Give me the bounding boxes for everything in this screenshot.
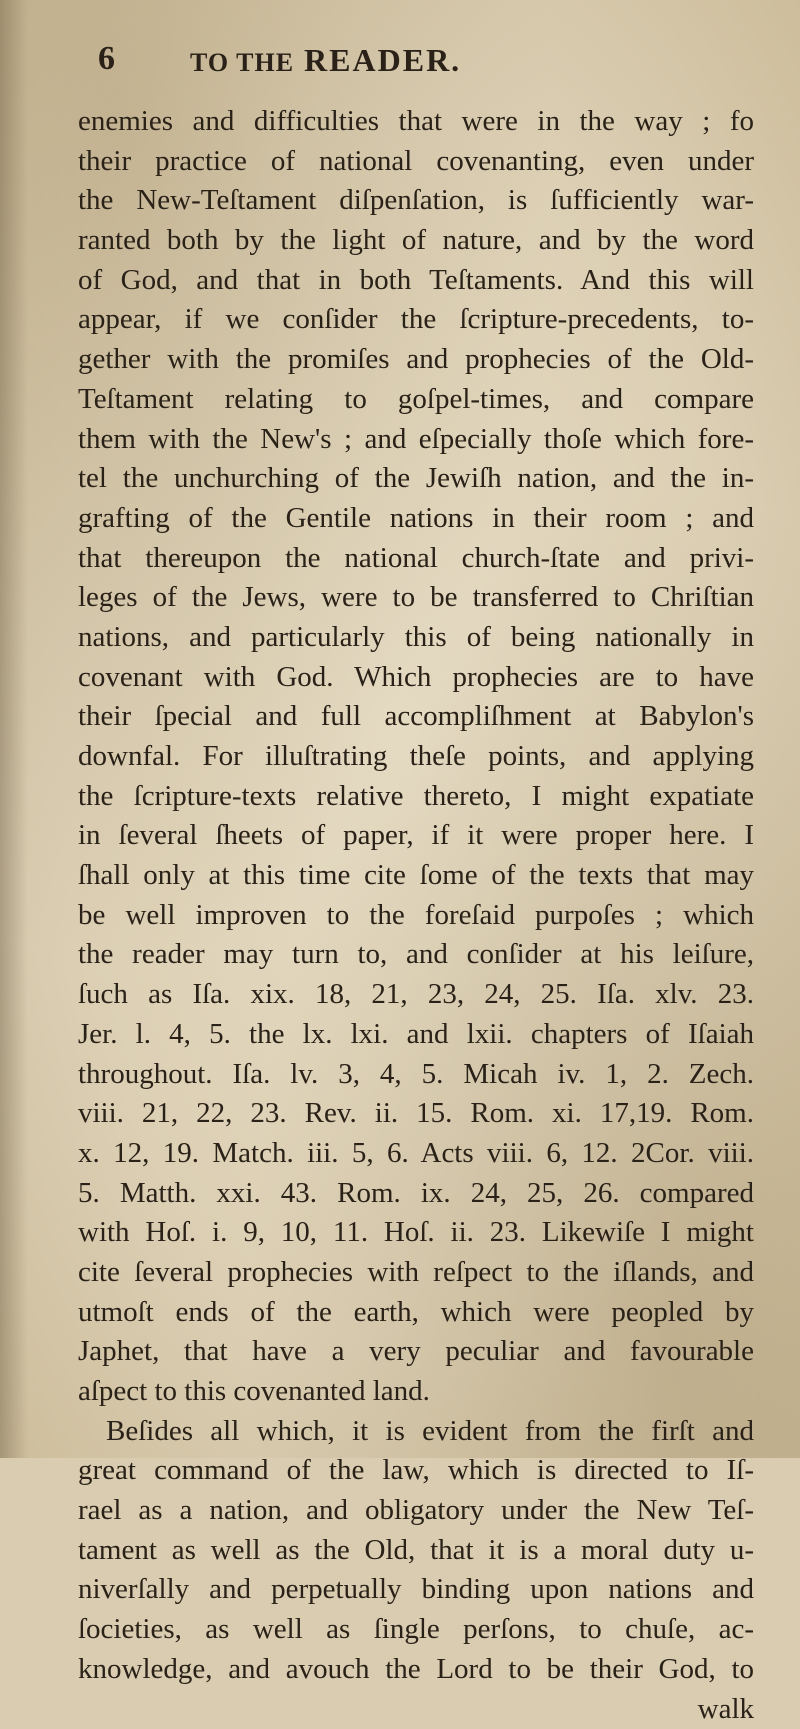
text-line: leges of the Jews, were to be transferred to Chriſtian	[78, 578, 754, 618]
text-line: ſuch as Iſa. xix. 18, 21, 23, 24, 25. Iſa. xlv. 23.	[78, 975, 754, 1015]
text-line: enemies and difficulties that were in the way ; fo	[78, 102, 754, 142]
text-line: nations, and particularly this of being nationally in	[78, 618, 754, 658]
text-line: viii. 21, 22, 23. Rev. ii. 15. Rom. xi. 17,19. Rom.	[78, 1094, 754, 1134]
body-text	[78, 102, 754, 1729]
page-number: 6	[98, 40, 116, 78]
text-line: the ſcripture-texts relative thereto, I might expatiate	[78, 777, 754, 817]
running-head	[190, 42, 461, 79]
text-line: their practice of national covenanting, even under	[78, 142, 754, 182]
text-line: the reader may turn to, and conſider at his leiſure,	[78, 935, 754, 975]
text-line: great command of the law, which is directed to Iſ-	[78, 1451, 754, 1491]
text-line: tament as well as the Old, that it is a moral duty u-	[78, 1531, 754, 1571]
text-line: Teſtament relating to goſpel-times, and compare	[78, 380, 754, 420]
text-line: utmoſt ends of the earth, which were peopled by	[78, 1293, 754, 1333]
text-line: Japhet, that have a very peculiar and favourable	[78, 1332, 754, 1372]
text-line: appear, if we conſider the ſcripture-precedents, to-	[78, 300, 754, 340]
text-line: niverſally and perpetually binding upon nations and	[78, 1570, 754, 1610]
catchword: walk	[78, 1690, 754, 1729]
text-line: their ſpecial and full accompliſhment at Babylon's	[78, 697, 754, 737]
text-line: knowledge, and avouch the Lord to be their God, to	[78, 1650, 754, 1690]
text-line: of God, and that in both Teſtaments. And this will	[78, 261, 754, 301]
text-line: cite ſeveral prophecies with reſpect to the iſlands, and	[78, 1253, 754, 1293]
text-line: downfal. For illuſtrating theſe points, and applying	[78, 737, 754, 777]
text-line: in ſeveral ſheets of paper, if it were proper here. I	[78, 816, 754, 856]
text-line: rael as a nation, and obligatory under the New Teſ-	[78, 1491, 754, 1531]
text-line: that thereupon the national church-ſtate and privi-	[78, 539, 754, 579]
text-line: Jer. l. 4, 5. the lx. lxi. and lxii. chapters of Iſaiah	[78, 1015, 754, 1055]
text-line: the New-Teſtament diſpenſation, is ſufficiently war-	[78, 181, 754, 221]
running-head-prefix: TO THE	[190, 48, 294, 77]
text-line: ranted both by the light of nature, and by the word	[78, 221, 754, 261]
text-line: 5. Matth. xxi. 43. Rom. ix. 24, 25, 26. compared	[78, 1174, 754, 1214]
text-line: gether with the promiſes and prophecies of the Old-	[78, 340, 754, 380]
text-line: them with the New's ; and eſpecially thoſe which fore-	[78, 420, 754, 460]
text-line: covenant with God. Which prophecies are to have	[78, 658, 754, 698]
text-line: be well improven to the foreſaid purpoſes ; which	[78, 896, 754, 936]
text-line: ſhall only at this time cite ſome of the texts that may	[78, 856, 754, 896]
text-line: tel the unchurching of the Jewiſh nation, and the in-	[78, 459, 754, 499]
page-header	[0, 40, 800, 90]
running-head-title: READER.	[304, 42, 461, 78]
text-line: grafting of the Gentile nations in their room ; and	[78, 499, 754, 539]
text-line: ſocieties, as well as ſingle perſons, to chuſe, ac-	[78, 1610, 754, 1650]
text-line-paragraph-end: aſpect to this covenanted land.	[78, 1372, 754, 1412]
text-line: with Hoſ. i. 9, 10, 11. Hoſ. ii. 23. Likewiſe I might	[78, 1213, 754, 1253]
text-line-paragraph-start: Beſides all which, it is evident from the firſt and	[78, 1412, 754, 1452]
text-line: x. 12, 19. Match. iii. 5, 6. Acts viii. 6, 12. 2Cor. viii.	[78, 1134, 754, 1174]
text-line: throughout. Iſa. lv. 3, 4, 5. Micah iv. 1, 2. Zech.	[78, 1055, 754, 1095]
